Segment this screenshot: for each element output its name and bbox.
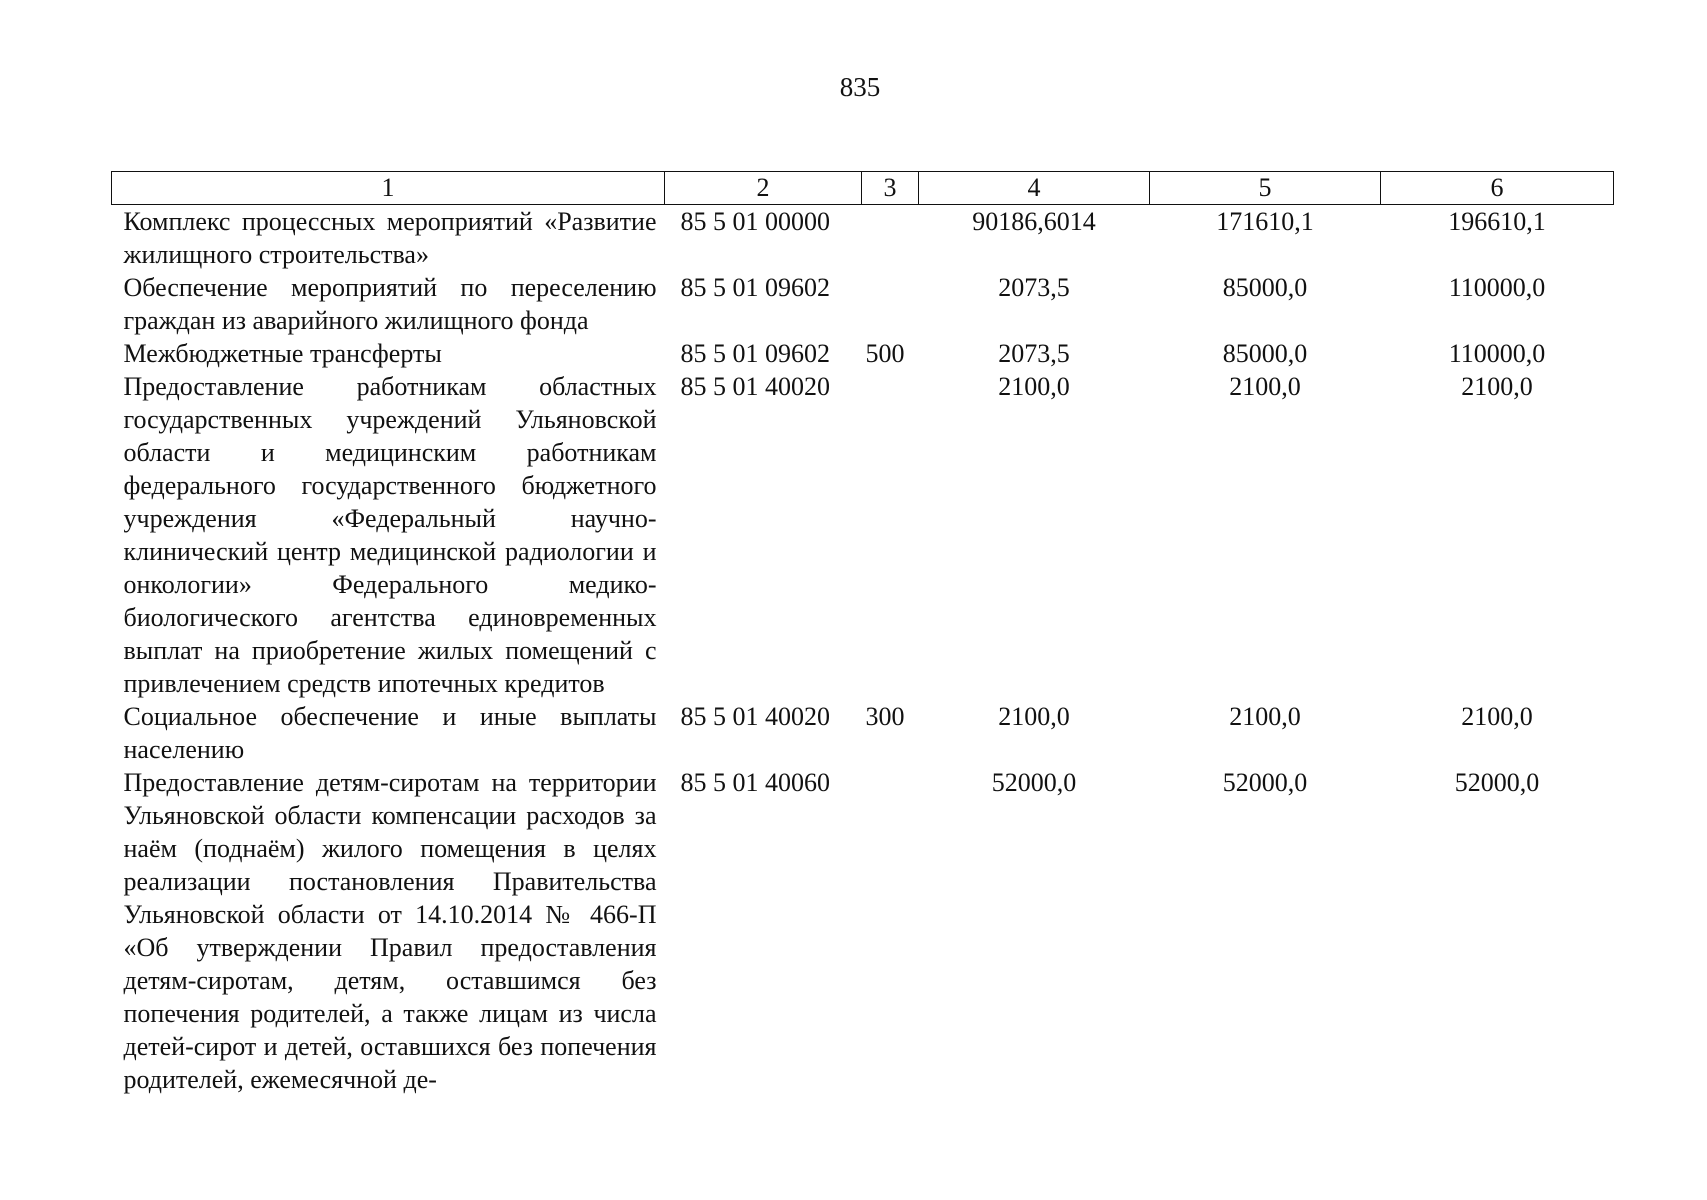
column-header-5: 5: [1150, 172, 1381, 205]
row-value-5-cell: 85000,0: [1222, 273, 1308, 302]
row-type-cell: [862, 205, 919, 272]
row-value-6-cell: 2100,0: [1461, 372, 1533, 401]
row-value-6-cell: 110000,0: [1448, 273, 1546, 302]
table-row: [112, 271, 1614, 337]
row-code-cell: 85 5 01 09602: [680, 339, 830, 368]
row-type-cell: [862, 370, 919, 700]
row-type-cell: [862, 766, 919, 1096]
row-name-cell: Межбюджетные трансферты: [123, 339, 442, 368]
row-value-5-cell: 2100,0: [1229, 372, 1301, 401]
row-name-cell: Предоставление детям-сиротам на территории Ульяновской области компенсации расходов за наём (поднаём) жилого помещения в целях реализации постановления Правительства Ульяновской области от 14.10.2014 № 466-П «Об утверждении Правил предоставления детям-сиротам, детям, оставшимся без попечения родителей, а также лицам из числа детей-сирот и детей, оставшихся без попечения родителей, ежемесячной де-: [123, 768, 657, 1094]
row-value-5-cell: 2100,0: [1229, 702, 1301, 731]
row-value-4-cell: 2073,5: [998, 339, 1070, 368]
row-value-4-cell: 90186,6014: [972, 207, 1096, 236]
row-value-6-cell: 110000,0: [1448, 339, 1546, 368]
row-name-cell: Предоставление работникам областных государственных учреждений Ульяновской области и медицинским работникам федерального государственного бюджетного учреждения «Федеральный научно-клинический центр медицинской радиологии и онкологии» Федерального медико-биологического агентства единовременных выплат на приобретение жилых помещений с привлечением средств ипотечных кредитов: [123, 372, 657, 698]
row-value-5-cell: 171610,1: [1216, 207, 1314, 236]
row-type-cell: [862, 271, 919, 337]
table-row: [112, 370, 1614, 700]
budget-table: [111, 171, 1614, 1096]
row-value-4-cell: 52000,0: [991, 768, 1077, 797]
table-header-row: [112, 172, 1614, 205]
row-code-cell: 85 5 01 09602: [680, 273, 830, 302]
row-value-5-cell: 52000,0: [1222, 768, 1308, 797]
row-type-cell: 300: [865, 702, 905, 731]
table-row: [112, 766, 1614, 1096]
column-header-2: 2: [665, 172, 862, 205]
row-type-cell: 500: [865, 339, 905, 368]
row-value-5-cell: 85000,0: [1222, 339, 1308, 368]
row-value-6-cell: 52000,0: [1454, 768, 1540, 797]
column-header-3: 3: [862, 172, 919, 205]
row-value-4-cell: 2073,5: [998, 273, 1070, 302]
page-number: 835: [839, 72, 881, 102]
row-value-6-cell: 196610,1: [1448, 207, 1546, 236]
table-row: [112, 337, 1614, 370]
table-row: [112, 205, 1614, 272]
row-code-cell: 85 5 01 40020: [680, 372, 830, 401]
table-row: [112, 700, 1614, 766]
row-name-cell: Социальное обеспечение и иные выплаты населению: [123, 702, 657, 764]
row-code-cell: 85 5 01 40060: [680, 768, 830, 797]
row-value-4-cell: 2100,0: [998, 702, 1070, 731]
column-header-1: 1: [112, 172, 665, 205]
row-name-cell: Комплекс процессных мероприятий «Развитие жилищного строительства»: [123, 207, 657, 269]
row-value-6-cell: 2100,0: [1461, 702, 1533, 731]
row-name-cell: Обеспечение мероприятий по переселению граждан из аварийного жилищного фонда: [123, 273, 657, 335]
row-value-4-cell: 2100,0: [998, 372, 1070, 401]
column-header-4: 4: [919, 172, 1150, 205]
row-code-cell: 85 5 01 40020: [680, 702, 830, 731]
column-header-6: 6: [1381, 172, 1614, 205]
row-code-cell: 85 5 01 00000: [680, 207, 830, 236]
